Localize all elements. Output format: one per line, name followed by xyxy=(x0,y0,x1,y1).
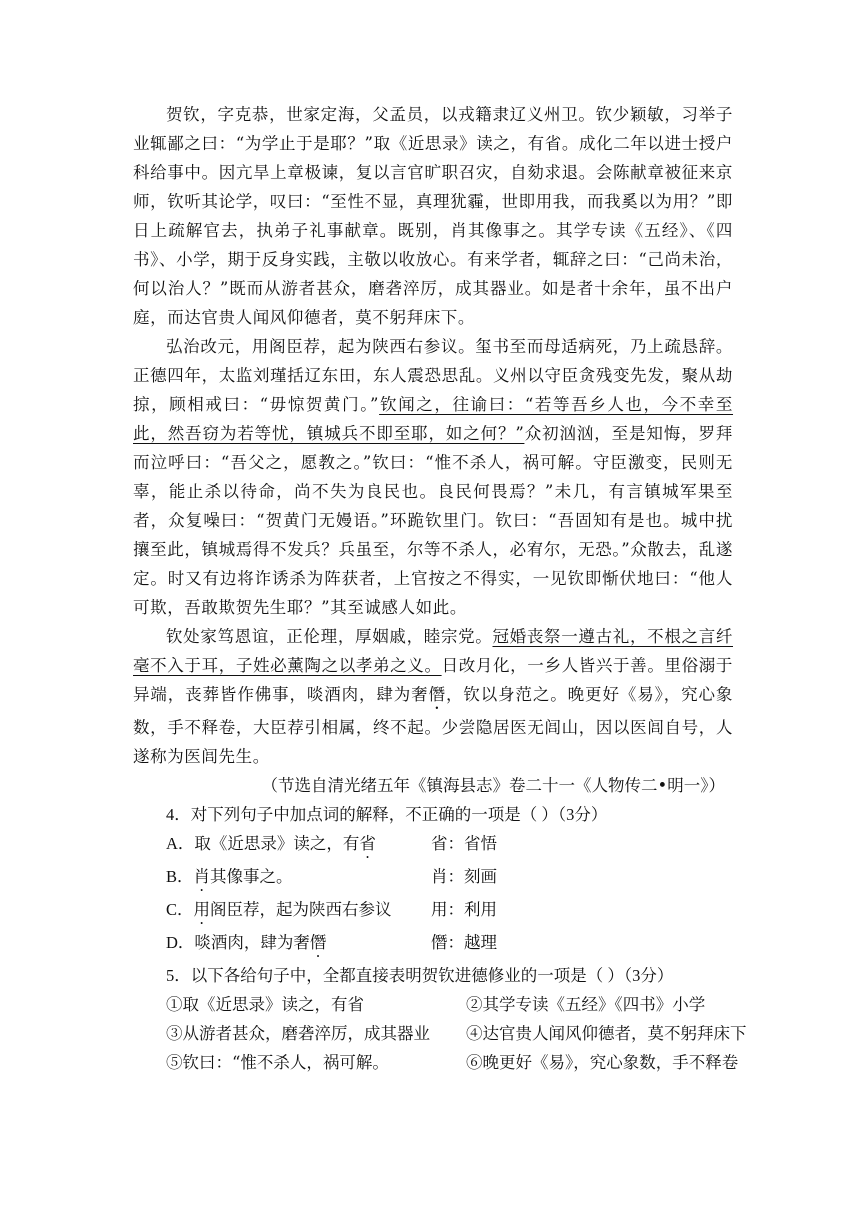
option-text xyxy=(166,829,431,862)
passage-paragraph-1: 贺钦，字克恭，世家定海，父孟员，以戎籍隶辽义州卫。钦少颖敏，习举子业辄鄙之曰：“为学止于是耶？”取《近思录》读之，有省。成化二年以进士授户科给事中。因亢旱上章极谏，复以言官旷职召灾，自劾求退。会陈献章被征来京师，钦听其论学，叹曰：“至性不显，真理犹霾，世即用我，而我奚以为用？”即日上疏解官去，执弟子礼事献章。既别，肖其像事之。其学专读《五经》、《四书》、小学，期于反身实践，主敬以收放心。有来学者，辄辞之曰：“己尚未治，何以治人？”既而从游者甚众，磨砻淬厉，成其器业。如是者十余年，虽不出户庭，而达官贵人闻风仰德者，莫不躬拜床下。 xyxy=(133,105,733,327)
option-text-part: 其像事之。 xyxy=(210,867,293,886)
question-4-option-a xyxy=(133,829,733,862)
dotted-word: 僭 xyxy=(309,933,327,952)
dotted-word: 省 xyxy=(359,834,376,853)
option-text xyxy=(166,895,431,928)
option-text-part: 阁臣荐，起为陕西右参议 xyxy=(210,900,392,919)
option-text xyxy=(166,928,431,961)
question-5-items xyxy=(133,990,747,1077)
option-text-part: A．取《近思录》读之，有 xyxy=(166,834,360,853)
dotted-word: 僭 xyxy=(428,685,446,704)
question-5-item-4: ④达官贵人闻风仰德者，莫不躬拜床下 xyxy=(466,1024,747,1043)
question-4-option-c xyxy=(133,895,733,928)
passage-paragraph-3 xyxy=(133,622,733,771)
passage-text: 众初汹汹，至是知悔，罗拜而泣呼曰：“吾父之，愿教之。”钦曰：“惟不杀人，祸可解。守臣激变，民则无辜，能止杀以待命，尚不失为良民也。良民何畏焉？”未几，有言镇城军果至者，众复噪曰：“贺黄门无嫚语。”环跪钦里门。钦曰：“吾固知有是也。城中扰攘至此，镇城焉得不发兵？兵虽至，尔等不杀人，必宥尔，无恐。”众散去，乱遂定。时又有边将诈诱杀为阵获者，上官按之不得实，一见钦即惭伏地曰：“他人可欺，吾敢欺贺先生耶？”其至诚感人如此。 xyxy=(133,424,733,617)
passage-text: 钦处家笃恩谊，正伦理，厚姻戚，睦宗党。 xyxy=(166,627,493,646)
underlined-sentence: 钦闻之，往谕曰：“若等吾乡人也，今不幸至此，然吾窃为若等忧，镇城兵不即至耶，如之何？” xyxy=(133,395,734,443)
option-gloss: 省：省悟 xyxy=(431,834,497,853)
question-5-stem: 5．以下各给句子中，全都直接表明贺钦进德修业的一项是（ ）（3分） xyxy=(166,966,674,985)
question-4-option-b xyxy=(133,862,733,895)
option-gloss: 僭：越理 xyxy=(431,933,497,952)
option-gloss: 用：利用 xyxy=(431,900,497,919)
dotted-word: 肖 xyxy=(193,867,211,886)
option-text xyxy=(166,862,431,895)
question-5-item-2: ②其学专读《五经》《四书》小学 xyxy=(466,995,706,1014)
question-4-option-d xyxy=(133,928,733,961)
passage-text: ，钦以身范之。晚更好《易》，究心象数，手不释卷，大臣荐引相属，终不起。少尝隐居医无闾山，因以医闾自号，人遂称为医闾先生。 xyxy=(133,685,733,766)
option-text-part: B． xyxy=(166,867,194,886)
question-5-item-1: ①取《近思录》读之，有省 xyxy=(166,995,364,1014)
option-text-part: D．啖酒肉，肆为奢 xyxy=(166,933,310,952)
question-5-item-6: ⑥晚更好《易》，究心象数，手不释卷 xyxy=(466,1053,739,1072)
passage-text: 日改月化，一乡人皆兴于善。里俗溺于异端，丧葬皆作佛事，啖酒肉，肆为奢 xyxy=(133,656,733,704)
underlined-sentence: 冠婚丧祭一遵古礼，不根之言纤毫不入于耳，子姓必薰陶之以孝弟之义。 xyxy=(133,627,733,675)
question-4-stem: 4．对下列句子中加点词的解释，不正确的一项是（ ）（3分） xyxy=(166,805,608,824)
question-5-item-3: ③从游者甚众，磨砻淬厉，成其器业 xyxy=(166,1024,430,1043)
source-citation: （节选自清光绪五年《镇海县志》卷二十一《人物传二•明一》） xyxy=(261,776,725,795)
dotted-word: 用 xyxy=(193,900,211,919)
passage-text: 弘治改元，用阁臣荐，起为陕西右参议。玺书至而母适病死，乃上疏恳辞。正德四年，太监刘瑾括辽东田，东人震恐思乱。义州以守臣贪残变先发，聚从劫掠，顾相戒曰：“毋惊贺黄门。” xyxy=(133,337,733,414)
document-page xyxy=(133,100,747,1077)
option-gloss: 肖：刻画 xyxy=(431,867,497,886)
passage-paragraph-2 xyxy=(133,332,733,622)
option-text-part: C． xyxy=(166,900,194,919)
question-5-item-5: ⑤钦曰：“惟不杀人，祸可解。 xyxy=(166,1053,389,1072)
